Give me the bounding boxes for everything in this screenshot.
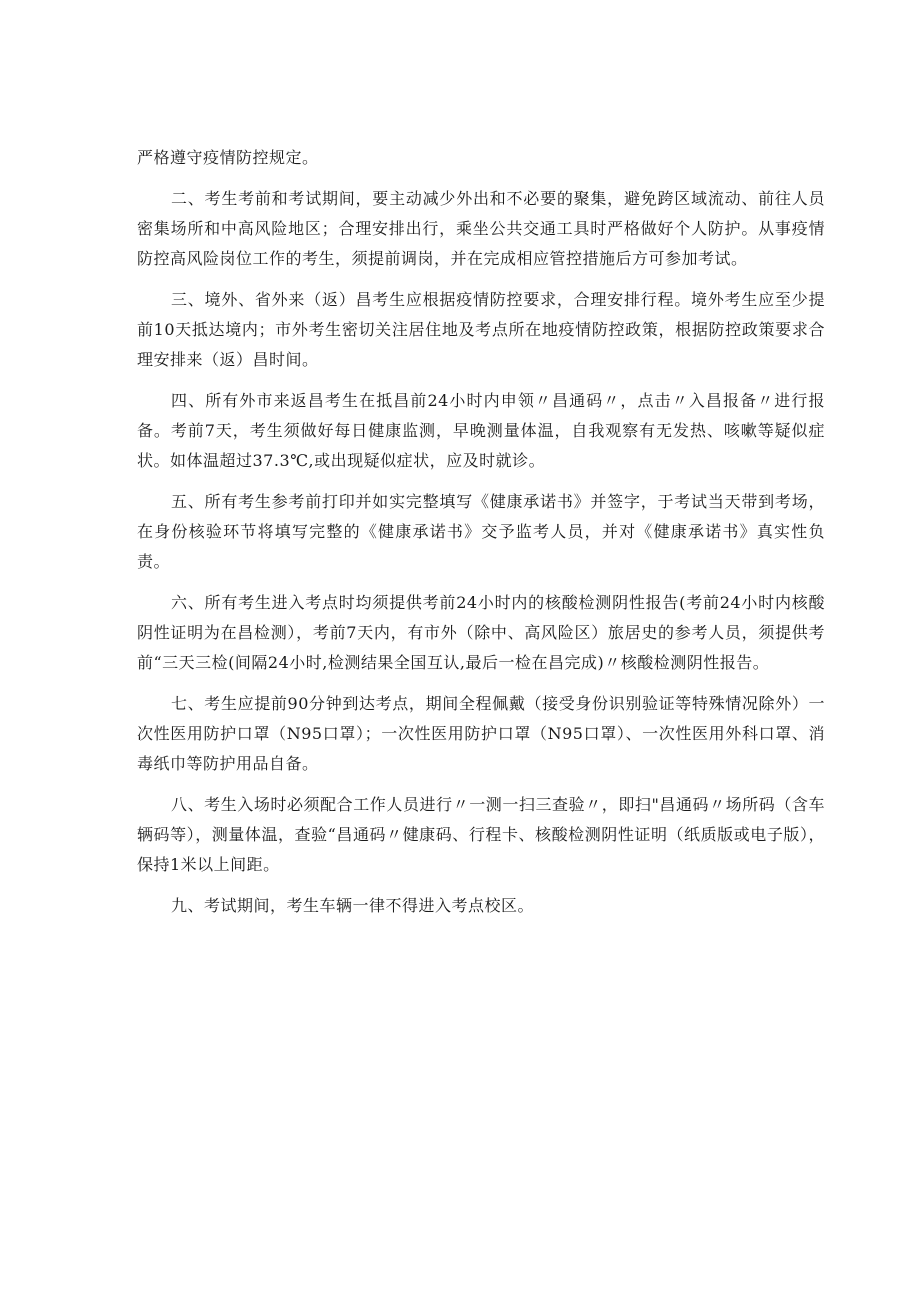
paragraph-item-8: 八、考生入场时必须配合工作人员进行〃一测一扫三查验〃，即扫"昌通码〃场所码（含车辆码等），测量体温，查验“昌通码〃健康码、行程卡、核酸检测阴性证明（纸质版或电子版），保持1米以上间距。 (137, 795, 825, 874)
paragraph-item-3: 三、境外、省外来（返）昌考生应根据疫情防控要求，合理安排行程。境外考生应至少提前10天抵达境内；市外考生密切关注居住地及考点所在地疫情防控政策，根据防控政策要求合理安排来（返）昌时间。 (137, 290, 825, 369)
paragraph-continuation: 严格遵守疫情防控规定。 (137, 148, 319, 167)
document-page (137, 143, 825, 932)
paragraph-item-5: 五、所有考生参考前打印并如实完整填写《健康承诺书》并签字，于考试当天带到考场，在身份核验环节将填写完整的《健康承诺书》交予监考人员，并对《健康承诺书》真实性负责。 (137, 492, 825, 571)
paragraph-item-2: 二、考生考前和考试期间，要主动减少外出和不必要的聚集，避免跨区域流动、前往人员密集场所和中高风险地区；合理安排出行，乘坐公共交通工具时严格做好个人防护。从事疫情防控高风险岗位工作的考生，须提前调岗，并在完成相应管控措施后方可参加考试。 (137, 189, 825, 268)
paragraph-item-9: 九、考试期间，考生车辆一律不得进入考点校区。 (171, 896, 535, 915)
paragraph-item-7: 七、考生应提前90分钟到达考点，期间全程佩戴（接受身份识别验证等特殊情况除外）一次性医用防护口罩（N95口罩）；一次性医用防护口罩（N95口罩）、一次性医用外科口罩、消毒纸巾等防护用品自备。 (137, 694, 825, 773)
paragraph-item-6: 六、所有考生进入考点时均须提供考前24小时内的核酸检测阴性报告(考前24小时内核酸阴性证明为在昌检测），考前7天内，有市外（除中、高风险区）旅居史的参考人员，须提供考前“三天三检(间隔24小时,检测结果全国互认,最后一检在昌完成)〃核酸检测阴性报告。 (137, 593, 825, 672)
paragraph-item-4: 四、所有外市来返昌考生在抵昌前24小时内申领〃昌通码〃，点击〃入昌报备〃进行报备。考前7天，考生须做好每日健康监测，早晚测量体温，自我观察有无发热、咳嗽等疑似症状。如体温超过37.3℃,或出现疑似症状，应及时就诊。 (137, 391, 825, 470)
